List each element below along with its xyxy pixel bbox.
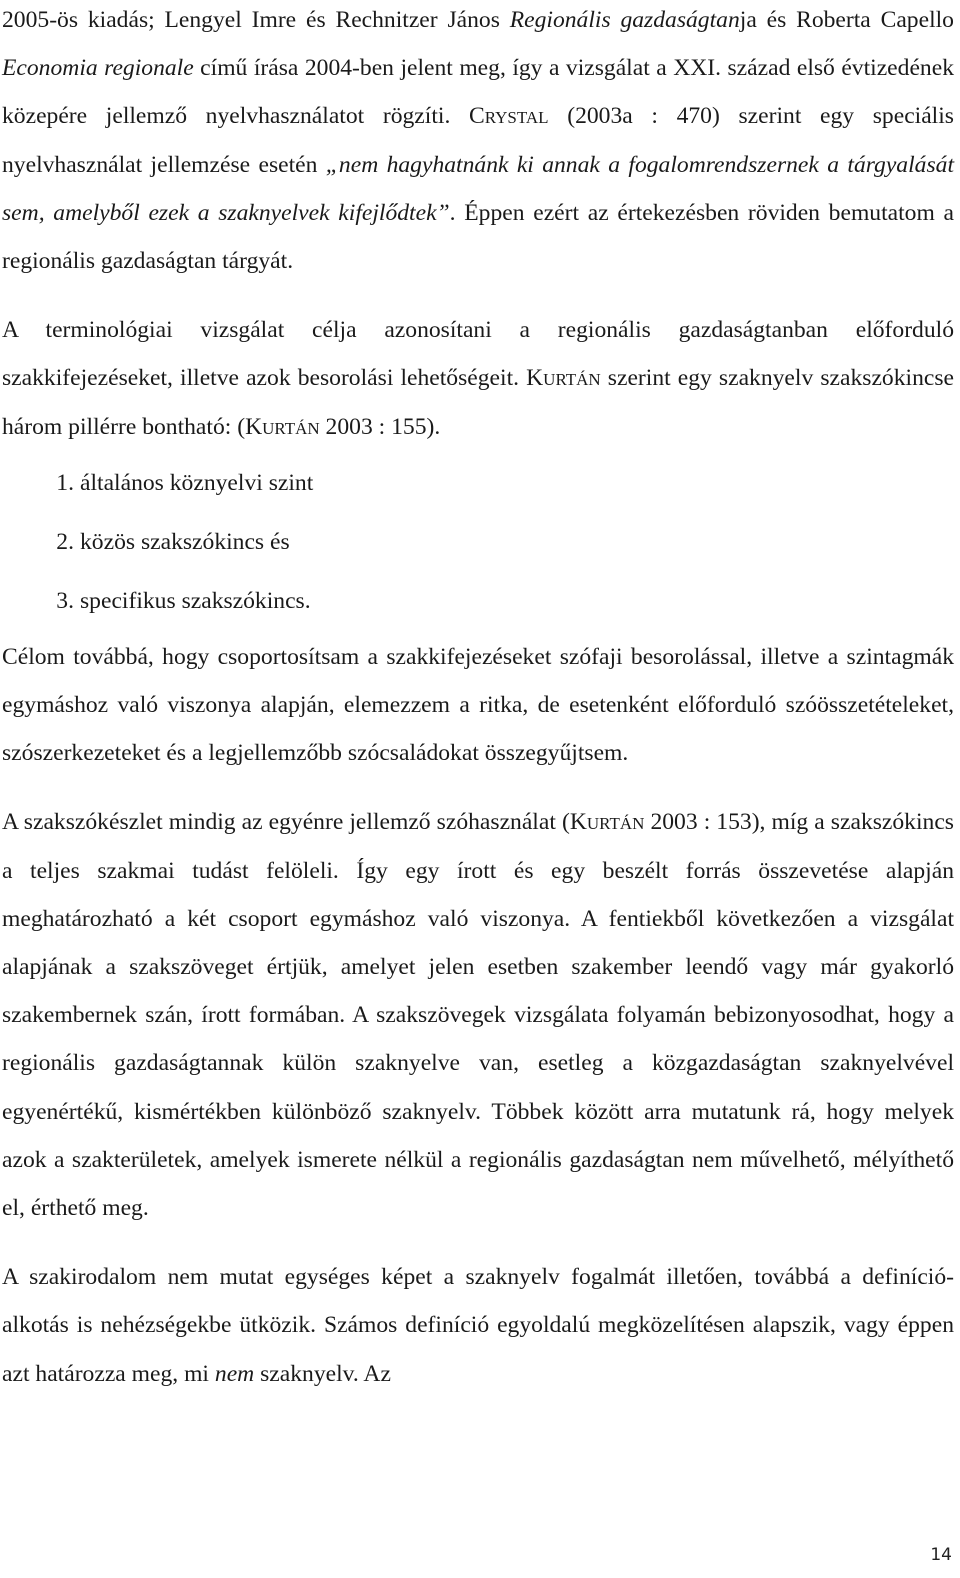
paragraph-1 [2, 0, 954, 285]
page-number: 14 [930, 1545, 952, 1565]
list-item [2, 454, 954, 513]
book-title-regionalis-gazdasagtan: Regionális gazdaságtan [509, 7, 740, 33]
author-name-kurtan-2: Kurtán [569, 809, 645, 836]
book-title-economia-regionale: Economia regionale [2, 55, 194, 82]
list-item-number: 3. [56, 588, 74, 615]
list-item-text: specifikus szakszókincs. [80, 588, 311, 615]
paragraph-gap [2, 285, 954, 306]
paragraph-4 [2, 798, 954, 1232]
paragraph-2 [2, 306, 954, 451]
document-page [2, 0, 954, 1398]
list-item [2, 513, 954, 572]
list-item [2, 572, 954, 631]
paragraph-2-text-e: 2003 : 155). [319, 413, 441, 440]
paragraph-1-text-i: . Éppen ezért az értekezésben röviden bemutatom a regionális gazdaságtan tárgyát. [2, 199, 954, 275]
quotation-crystal: „nem hagyhatnánk ki annak a fogalomrendszernek a tárgyalását sem, amelyből ezek a szaknyelvek kifejlődtek” [2, 151, 954, 226]
author-name-crystal: Crystal [469, 103, 549, 130]
paragraph-1-text-a: 2005-ös kiadás; Lengyel Imre és Rechnitzer János [2, 7, 510, 33]
paragraph-5-text-a: A szakirodalom nem mutat egységes képet a szaknyelv fogalmát illetően, továbbá a definíció-alkotás is nehézségekbe ütközik. Számos definíció egyoldalú megközelítésen alapszik, vagy éppen azt határozza meg, mi [2, 1264, 954, 1387]
paragraph-3 [2, 633, 954, 778]
list-item-text: közös szakszókincs és [80, 529, 290, 556]
paragraph-1-text-e: című írása 2004-ben jelent meg, így a vizsgálat a XXI. század első évtizedének közepére jellemző nyelvhasználatot rögzíti. [2, 55, 954, 130]
list-item-number: 1. [56, 470, 74, 497]
emphasis-nem: nem [214, 1360, 255, 1387]
numbered-list [2, 454, 954, 631]
author-name-kurtan: Kurtán [526, 365, 601, 392]
paragraph-2-text-a: A terminológiai vizsgálat célja azonosítani a regionális gazdaságtanban előforduló szakkifejezéseket, illetve azok besorolási lehetőségeit. [2, 317, 954, 392]
author-name-kurtan-citation: Kurtán [245, 413, 320, 440]
paragraph-5 [2, 1253, 954, 1398]
paragraph-4-text-c: 2003 : 153), míg a szakszókincs a teljes szakmai tudást felöleli. Így egy írott és egy beszélt forrás összevetése alapján meghatározható a két csoport egymáshoz való viszonya. A fentiekből következően a vizsgálat alapjának a szakszöveget értjük, amelyet jelen esetben szakember leendő vagy már gyakorló szakembernek szán, írott formában. A szakszövegek vizsgálata folyamán bebizonyosodhat, hogy a regionális gazdaságtannak külön szaknyelve van, esetleg a közgazdaságtan szaknyelvével egyenértékű, kismértékben különböző szaknyelv. Többek között arra mutatunk rá, hogy melyek azok a szakterületek, amelyek ismerete nélkül a regionális gazdaságtan nem művelhető, mélyíthető el, érthető meg. [2, 809, 954, 1222]
paragraph-3-text: Célom továbbá, hogy csoportosítsam a szakkifejezéseket szófaji besorolással, illetve a szintagmák egymáshoz való viszonya alapján, elemezzem a ritka, de esetenként előforduló szóösszetételeket, szószerkezeteket és a legjellemzőbb szócsaládokat összegyűjtsem. [2, 643, 954, 767]
paragraph-5-text-c: szaknyelv. Az [254, 1360, 391, 1387]
paragraph-gap [2, 777, 954, 798]
paragraph-1-text-g: (2003a : 470) szerint egy speciális nyelvhasználat jellemzése esetén [2, 103, 954, 178]
list-item-text: általános köznyelvi szint [80, 470, 314, 497]
paragraph-1-text-c: ja és Roberta Capello [739, 7, 954, 33]
paragraph-gap [2, 1232, 954, 1253]
paragraph-2-text-c: szerint egy szaknyelv szakszókincse három pillérre bontható: ( [2, 365, 954, 440]
list-item-number: 2. [56, 529, 74, 556]
paragraph-4-text-a: A szakszókészlet mindig az egyénre jellemző szóhasználat ( [2, 809, 570, 836]
